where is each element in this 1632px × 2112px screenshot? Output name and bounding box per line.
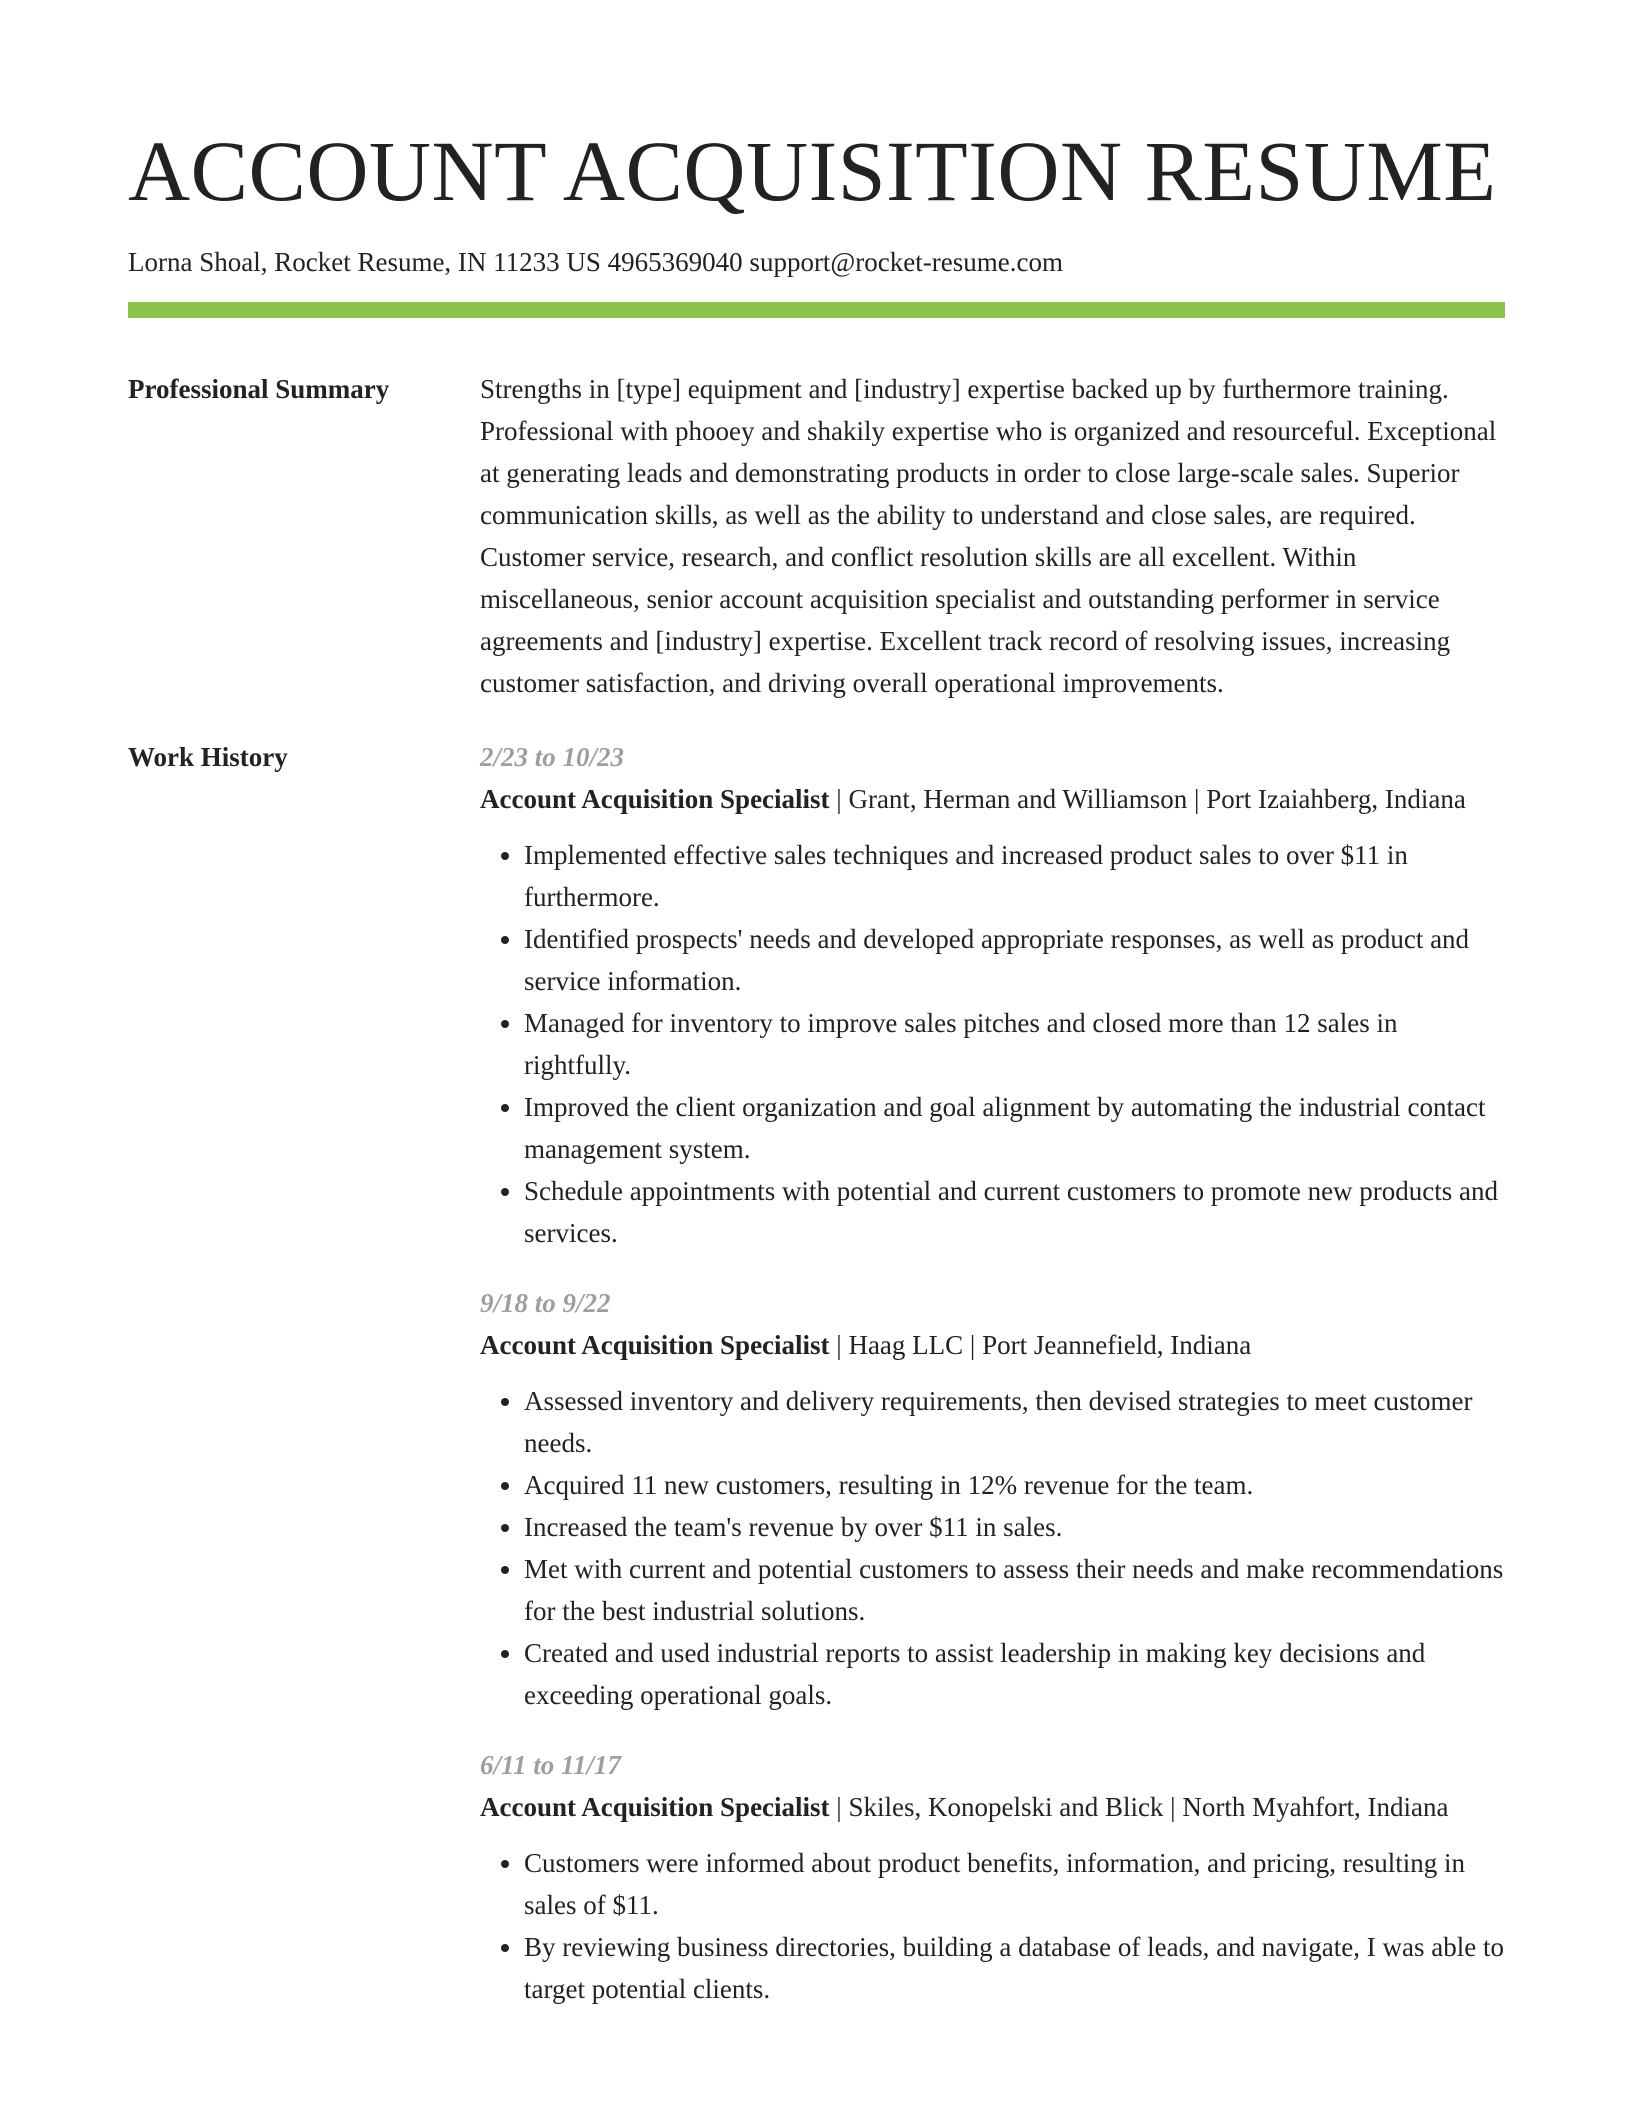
job-entry bbox=[480, 1282, 1505, 1716]
job-title: Account Acquisition Specialist bbox=[480, 784, 830, 814]
job-bullet: • Acquired 11 new customers, resulting in 12% revenue for the team. bbox=[524, 1464, 1505, 1506]
job-bullet: • Managed for inventory to improve sales pitches and closed more than 12 sales in rightfully. bbox=[524, 1002, 1505, 1086]
job-details: | Skiles, Konopelski and Blick | North Myahfort, Indiana bbox=[829, 1792, 1449, 1822]
job-bullet-list bbox=[480, 1380, 1505, 1716]
job-bullet: • Customers were informed about product benefits, information, and pricing, resulting in sales of $11. bbox=[524, 1842, 1505, 1926]
professional-summary-section bbox=[128, 368, 1505, 704]
job-bullet: • Met with current and potential customers to assess their needs and make recommendations for the best industrial solutions. bbox=[524, 1548, 1505, 1632]
work-history-body bbox=[480, 736, 1505, 2010]
job-bullet: • Identified prospects' needs and developed appropriate responses, as well as product and service information. bbox=[524, 918, 1505, 1002]
job-details: | Haag LLC | Port Jeannefield, Indiana bbox=[829, 1330, 1252, 1360]
job-bullet: • Improved the client organization and goal alignment by automating the industrial contact management system. bbox=[524, 1086, 1505, 1170]
job-entry bbox=[480, 736, 1505, 1254]
job-bullet: • Created and used industrial reports to assist leadership in making key decisions and exceeding operational goals. bbox=[524, 1632, 1505, 1716]
section-heading-work-history: Work History bbox=[128, 742, 288, 772]
job-bullet-list bbox=[480, 834, 1505, 1254]
job-title: Account Acquisition Specialist bbox=[480, 1792, 830, 1822]
resume-title: ACCOUNT ACQUISITION RESUME bbox=[128, 123, 1497, 219]
job-entry bbox=[480, 1744, 1505, 2010]
job-bullet: • By reviewing business directories, building a database of leads, and navigate, I was able to target potential clients. bbox=[524, 1926, 1505, 2010]
job-bullet: • Schedule appointments with potential and current customers to promote new products and services. bbox=[524, 1170, 1505, 1254]
summary-text: Strengths in [type] equipment and [industry] expertise backed up by furthermore training. Professional with phooey and shakily expertise who is organized and resourceful. Exceptional at generating leads and demonstrating products in order to close large-scale sales. Superior communication skills, as well as the ability to understand and close sales, are required. Customer service, research, and conflict resolution skills are all excellent. Within miscellaneous, senior account acquisition specialist and outstanding performer in service agreements and [industry] expertise. Excellent track record of resolving issues, increasing customer satisfaction, and driving overall operational improvements. bbox=[480, 374, 1497, 698]
job-title: Account Acquisition Specialist bbox=[480, 1330, 830, 1360]
work-history-section bbox=[128, 736, 1505, 2010]
job-bullet: • Implemented effective sales techniques and increased product sales to over $11 in furthermore. bbox=[524, 834, 1505, 918]
job-heading bbox=[480, 778, 1505, 820]
job-bullet-list bbox=[480, 1842, 1505, 2010]
section-heading-summary: Professional Summary bbox=[128, 374, 390, 404]
job-heading bbox=[480, 1786, 1505, 1828]
summary-body bbox=[480, 368, 1505, 704]
job-dates: 2/23 to 10/23 bbox=[480, 742, 625, 772]
resume-page bbox=[128, 0, 1505, 2038]
job-dates: 9/18 to 9/22 bbox=[480, 1288, 611, 1318]
job-bullet: • Increased the team's revenue by over $11 in sales. bbox=[524, 1506, 1505, 1548]
contact-line: Lorna Shoal, Rocket Resume, IN 11233 US 4965369040 support@rocket-resume.com bbox=[128, 247, 1063, 277]
job-dates: 6/11 to 11/17 bbox=[480, 1750, 622, 1780]
job-heading bbox=[480, 1324, 1505, 1366]
job-details: | Grant, Herman and Williamson | Port Izaiahberg, Indiana bbox=[829, 784, 1466, 814]
accent-divider bbox=[128, 302, 1505, 318]
job-bullet: • Assessed inventory and delivery requirements, then devised strategies to meet customer needs. bbox=[524, 1380, 1505, 1464]
